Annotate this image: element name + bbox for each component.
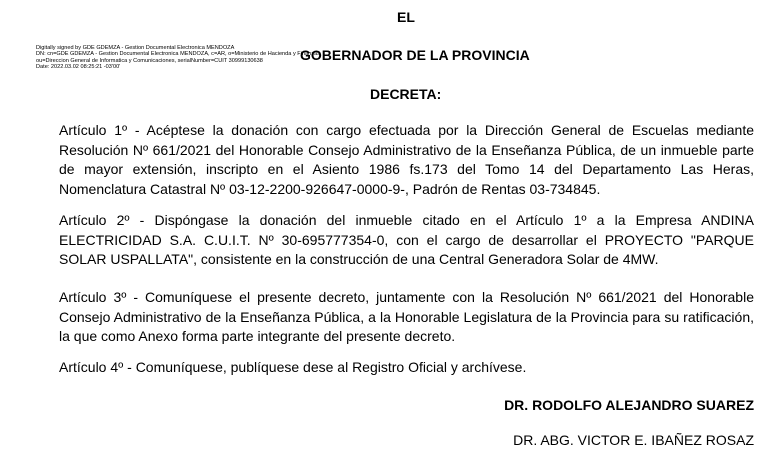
article-4: Artículo 4º - Comuníquese, publíquese dese al Registro Oficial y archívese. — [59, 359, 527, 375]
article-3: Artículo 3º - Comuníquese el presente decreto, juntamente con la Resolución Nº 661/2021 del Honorable Consejo Administrativo de la Enseñanza Pública, a la Honorable Legislatura de la Provincia para su ratificación, la que como Anexo forma parte integrante del presente decreto. — [59, 289, 754, 344]
heading-gobernador: GOBERNADOR DE LA PROVINCIA — [300, 47, 530, 63]
signer-minister: DR. ABG. VICTOR E. IBAÑEZ ROSAZ — [513, 432, 754, 448]
heading-el: EL — [397, 9, 415, 25]
digital-signature-block — [36, 45, 322, 70]
heading-decreta: DECRETA: — [370, 86, 442, 102]
signature-line-dn: DN: cn=GDE GDEMZA - Gestion Documental Electronica MENDOZA, c=AR, o=Ministerio de Hacienda y Finanzas, — [36, 51, 322, 58]
signer-governor: DR. RODOLFO ALEJANDRO SUAREZ — [504, 397, 754, 413]
signature-line-signed-by: Digitally signed by GDE GDEMZA - Gestion Documental Electronica MENDOZA — [36, 45, 235, 51]
signature-line-date: Date: 2022.03.02 08:25:21 -03'00' — [36, 63, 121, 70]
article-1: Artículo 1º - Acéptese la donación con cargo efectuada por la Dirección General de Escuelas mediante Resolución Nº 661/2021 del Honorable Consejo Administrativo de la Enseñanza Pública, de un inmueble parte de mayor extensión, inscripto en el Asiento 1986 fs.173 del Tomo 14 del Departamento Las Heras, Nomenclatura Catastral Nº 03-12-2200-926647-0000-9-, Padrón de Rentas 03-734845. — [59, 122, 754, 197]
signature-line-ou: ou=Direccion General de Informatica y Comunicaciones, serialNumber=CUIT 30999130638 — [36, 57, 263, 64]
article-2: Artículo 2º - Dispóngase la donación del inmueble citado en el Artículo 1º a la Empresa ANDINA ELECTRICIDAD S.A. C.U.I.T. Nº 30-695777354-0, con el cargo de desarrollar el PROYECTO "PARQUE SOLAR USPALLATA", consistente en la construcción de una Central Generadora Solar de 4MW. — [59, 212, 754, 267]
